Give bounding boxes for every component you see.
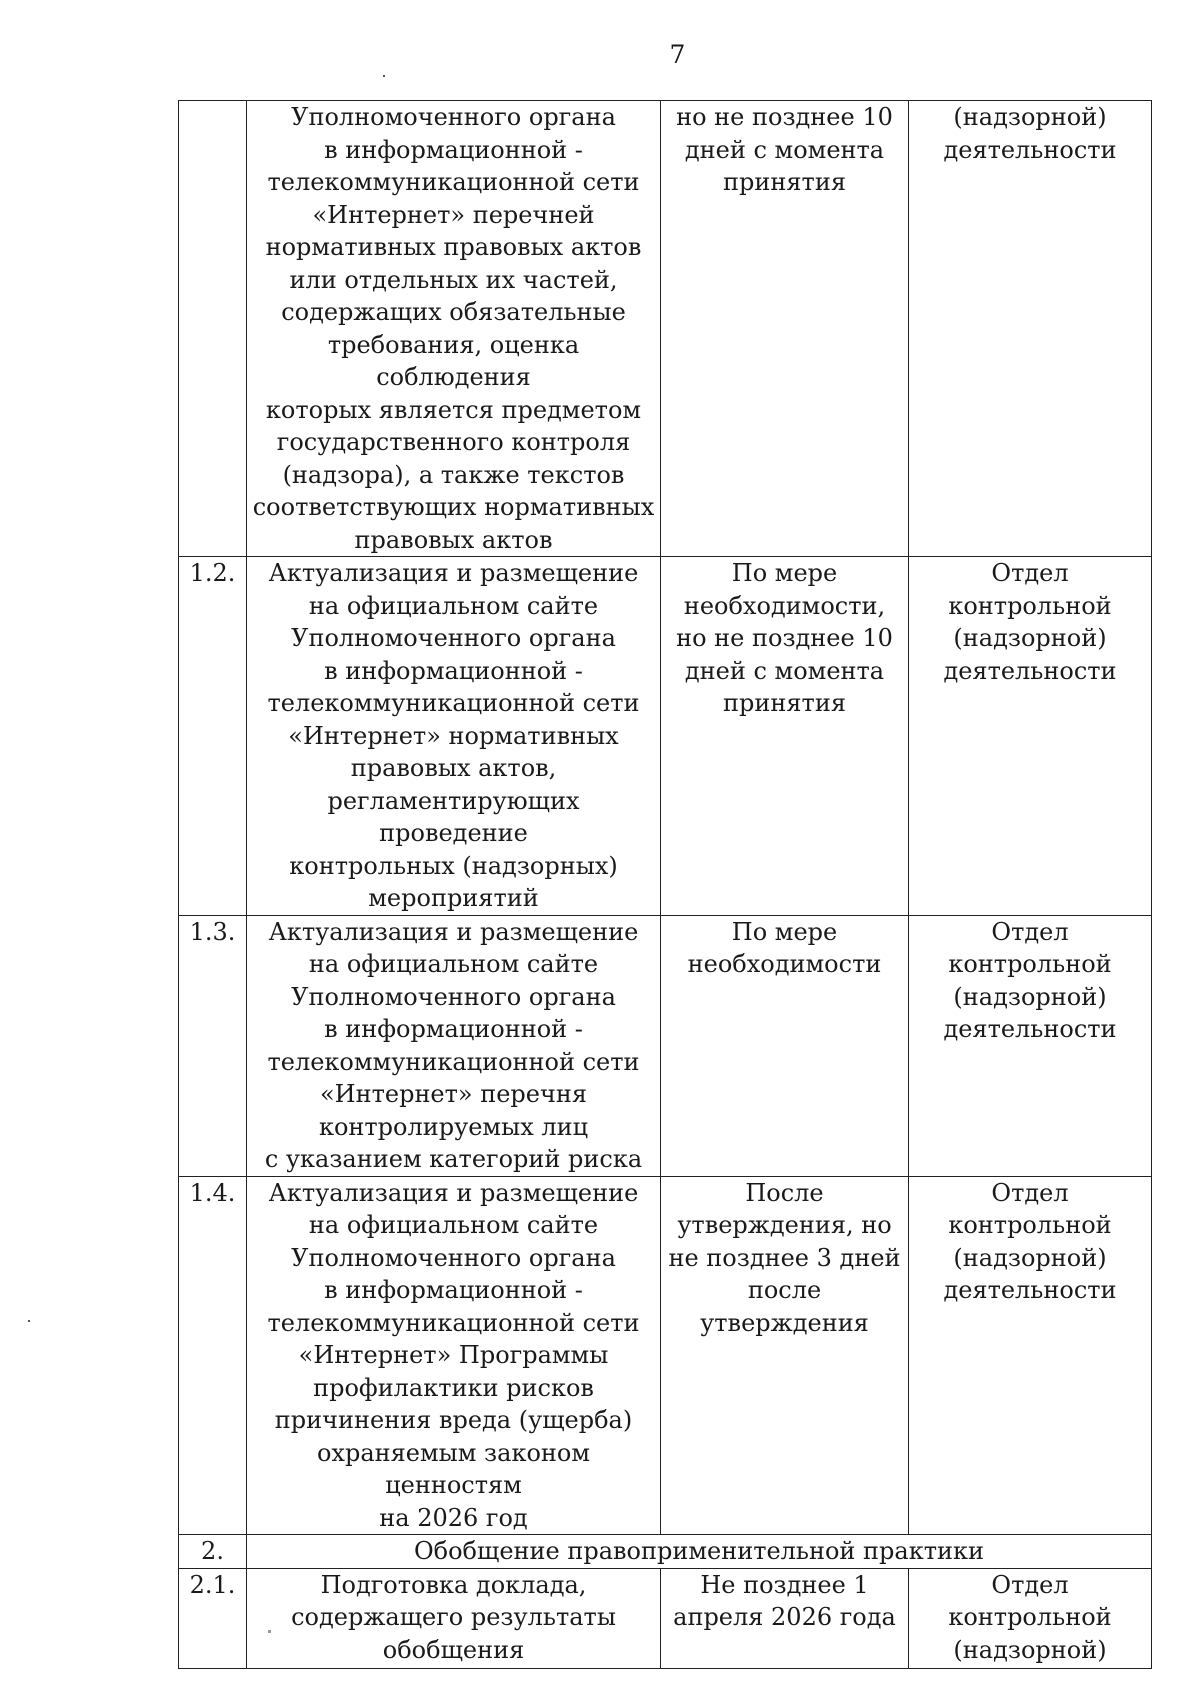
section-title: Обобщение правоприменительной практики xyxy=(247,1535,1152,1569)
table-row xyxy=(179,1568,1152,1668)
deadline-cell: но не позднее 10 дней с момента принятия xyxy=(661,101,909,557)
deadline-cell: После утверждения, но не позднее 3 дней после утверждения xyxy=(661,1176,909,1535)
table-row xyxy=(179,101,1152,557)
section-number: 2. xyxy=(179,1535,247,1569)
row-number: 1.3. xyxy=(179,915,247,1176)
row-number: 1.4. xyxy=(179,1176,247,1535)
responsible-cell: Отдел контрольной (надзорной) деятельности xyxy=(909,915,1152,1176)
deadline-cell: По мере необходимости xyxy=(661,915,909,1176)
table-row xyxy=(179,1176,1152,1535)
action-cell: Актуализация и размещение на официальном сайте Уполномоченного органа в информационной - телекоммуникационной сети «Интернет» перечня контролируемых лиц с указанием категорий риска xyxy=(247,915,661,1176)
row-number: 1.2. xyxy=(179,557,247,916)
scan-dot xyxy=(28,1320,30,1322)
responsible-cell: (надзорной) деятельности xyxy=(909,101,1152,557)
responsible-cell: Отдел контрольной (надзорной) xyxy=(909,1568,1152,1668)
scan-dot xyxy=(268,1630,271,1633)
activity-plan-table xyxy=(178,100,1152,1669)
action-cell: Актуализация и размещение на официальном сайте Уполномоченного органа в информационной - телекоммуникационной сети «Интернет» Программы профилактики рисков причинения вреда (ущерба) охраняемым законом ценностям на 2026 год xyxy=(247,1176,661,1535)
table-row xyxy=(179,915,1152,1176)
responsible-cell: Отдел контрольной (надзорной) деятельности xyxy=(909,557,1152,916)
page-number: 7 xyxy=(669,40,686,69)
section-header-row xyxy=(179,1535,1152,1569)
deadline-cell: Не позднее 1 апреля 2026 года xyxy=(661,1568,909,1668)
scan-dot xyxy=(383,75,385,77)
table-row xyxy=(179,557,1152,916)
row-number xyxy=(179,101,247,557)
row-number: 2.1. xyxy=(179,1568,247,1668)
action-cell: Уполномоченного органа в информационной - телекоммуникационной сети «Интернет» перечней нормативных правовых актов или отдельных их частей, содержащих обязательные требования, оценка соблюдения которых является предметом государственного контроля (надзора), а также текстов соответствующих нормативных правовых актов xyxy=(247,101,661,557)
responsible-cell: Отдел контрольной (надзорной) деятельности xyxy=(909,1176,1152,1535)
deadline-cell: По мере необходимости, но не позднее 10 дней с момента принятия xyxy=(661,557,909,916)
action-cell: Подготовка доклада, содержащего результаты обобщения xyxy=(247,1568,661,1668)
action-cell: Актуализация и размещение на официальном сайте Уполномоченного органа в информационной - телекоммуникационной сети «Интернет» нормативных правовых актов, регламентирующих проведение контрольных (надзорных) мероприятий xyxy=(247,557,661,916)
